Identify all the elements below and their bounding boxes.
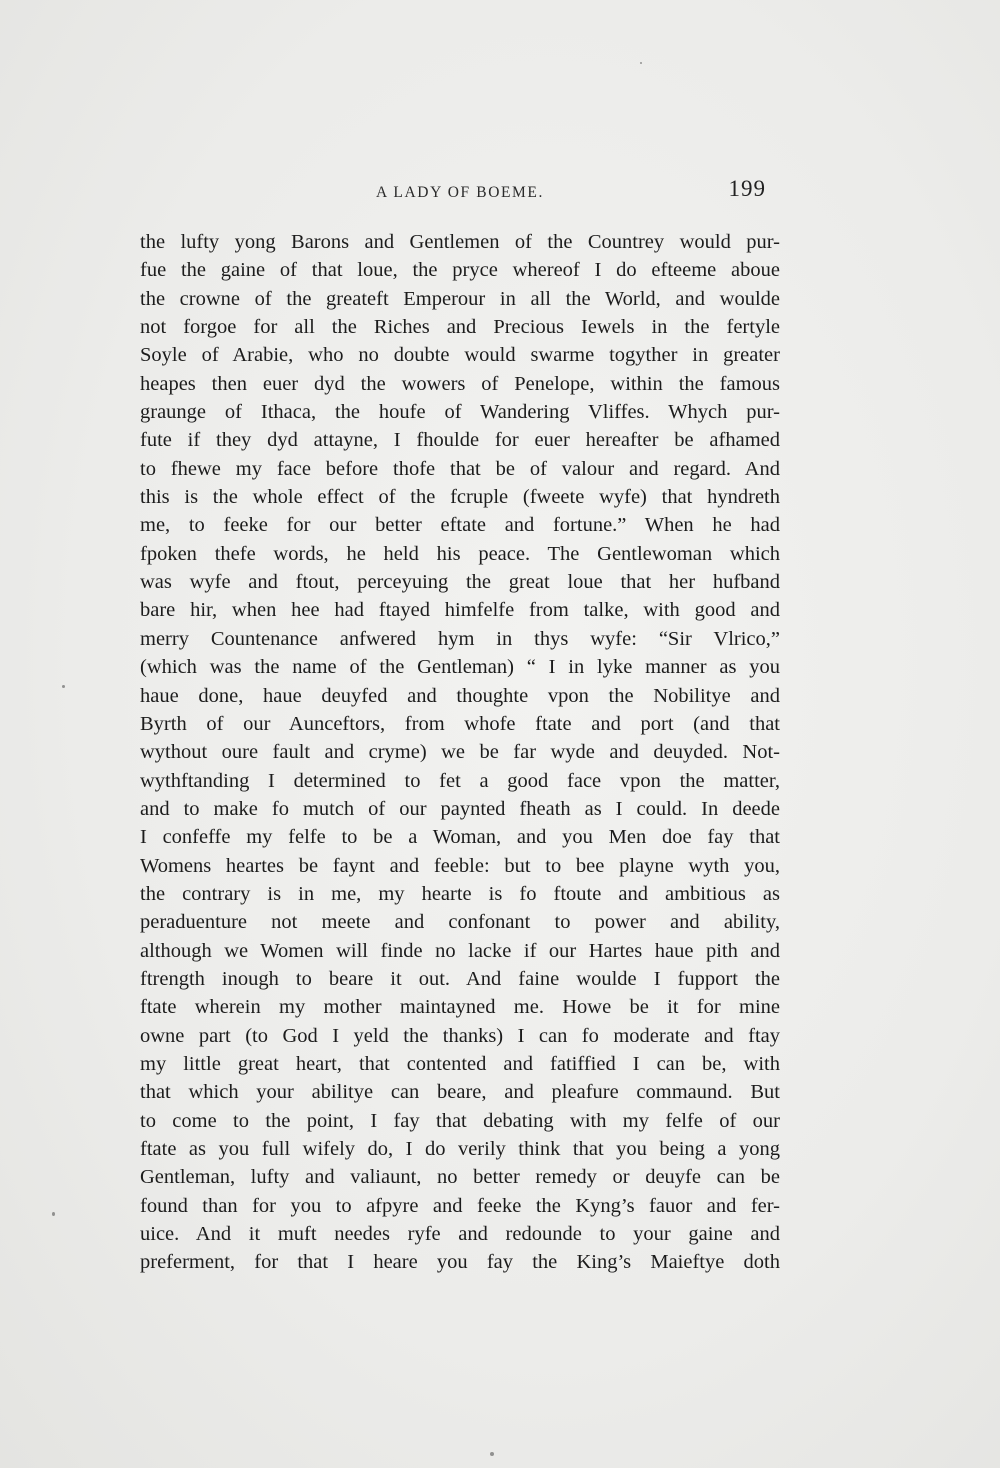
text-line: (which was the name of the Gentleman) “ I in lyke manner as you xyxy=(140,656,780,679)
text-line: fute if they dyd attayne, I fhoulde for euer hereafter be afhamed xyxy=(140,429,780,452)
text-line: was wyfe and ftout, perceyuing the great loue that her hufband xyxy=(140,571,780,594)
text-line: this is the whole effect of the fcruple (fweete wyfe) that hyndreth xyxy=(140,486,780,509)
text-line: fue the gaine of that loue, the pryce whereof I do efteeme aboue xyxy=(140,259,780,282)
running-title: A LADY OF BOEME. xyxy=(376,184,544,201)
text-line: owne part (to God I yeld the thanks) I can fo moderate and ftay xyxy=(140,1024,780,1047)
text-line: to come to the point, I fay that debating with my felfe of our xyxy=(140,1109,780,1132)
text-line: bare hir, when hee had ftayed himfelfe from talke, with good and xyxy=(140,599,780,622)
text-line: fpoken thefe words, he held his peace. The Gentlewoman which xyxy=(140,542,780,565)
text-line: uice. And it muft needes ryfe and redounde to your gaine and xyxy=(140,1223,780,1246)
text-line: and to make fo mutch of our paynted fheath as I could. In deede xyxy=(140,797,780,820)
paper-speck xyxy=(52,1212,55,1216)
text-line: the lufty yong Barons and Gentlemen of the Countrey would pur- xyxy=(140,231,780,253)
text-line: ftate as you full wifely do, I do verily think that you being a yong xyxy=(140,1138,780,1160)
text-line: that which your abilitye can beare, and pleafure commaund. But xyxy=(140,1081,780,1104)
text-line: my little great heart, that contented and fatiffied I can be, with xyxy=(140,1052,780,1075)
paper-speck xyxy=(640,62,642,64)
text-line: wythftanding I determined to fet a good face vpon the matter, xyxy=(140,769,780,792)
text-line: not forgoe for all the Riches and Precious Iewels in the fertyle xyxy=(140,316,780,339)
text-line: Soyle of Arabie, who no doubte would swarme togyther in greater xyxy=(140,344,780,367)
body-text xyxy=(140,228,780,1277)
page-header xyxy=(140,176,780,208)
text-line: although we Women will finde no lacke if our Hartes haue pith and xyxy=(140,939,780,962)
text-line: me, to feeke for our better eftate and fortune.” When he had xyxy=(140,514,780,537)
text-line: Gentleman, lufty and valiaunt, no better remedy or deuyfe can be xyxy=(140,1166,780,1189)
text-line: wythout oure fault and cryme) we be far wyde and deuyded. Not- xyxy=(140,741,780,764)
text-line: found than for you to afpyre and feeke the Kyng’s fauor and fer- xyxy=(140,1194,780,1217)
text-line: the crowne of the greateft Emperour in all the World, and woulde xyxy=(140,287,780,310)
text-line: heapes then euer dyd the wowers of Penelope, within the famous xyxy=(140,372,780,395)
text-line: peraduenture not meete and confonant to power and ability, xyxy=(140,911,780,934)
text-line: preferment, for that I heare you fay the King’s Maieftye doth xyxy=(140,1251,780,1274)
text-line: I confeffe my felfe to be a Woman, and you Men doe fay that xyxy=(140,826,780,849)
paper-speck xyxy=(490,1452,494,1456)
text-line: haue done, haue deuyfed and thoughte vpon the Nobilitye and xyxy=(140,684,780,707)
paper-speck xyxy=(62,685,65,688)
text-line: the contrary is in me, my hearte is fo ftoute and ambitious as xyxy=(140,882,780,905)
page-number: 199 xyxy=(728,176,766,201)
text-line: ftate wherein my mother maintayned me. Howe be it for mine xyxy=(140,996,780,1019)
text-line: to fhewe my face before thofe that be of valour and regard. And xyxy=(140,457,780,480)
text-line: ftrength inough to beare it out. And faine woulde I fupport the xyxy=(140,967,780,990)
text-line: merry Countenance anfwered hym in thys wyfe: “Sir Vlrico,” xyxy=(140,627,780,650)
text-line: Womens heartes be faynt and feeble: but to bee playne wyth you, xyxy=(140,854,780,877)
text-line: graunge of Ithaca, the houfe of Wandering Vliffes. Whych pur- xyxy=(140,401,780,424)
text-line: Byrth of our Aunceftors, from whofe ftate and port (and that xyxy=(140,712,780,735)
